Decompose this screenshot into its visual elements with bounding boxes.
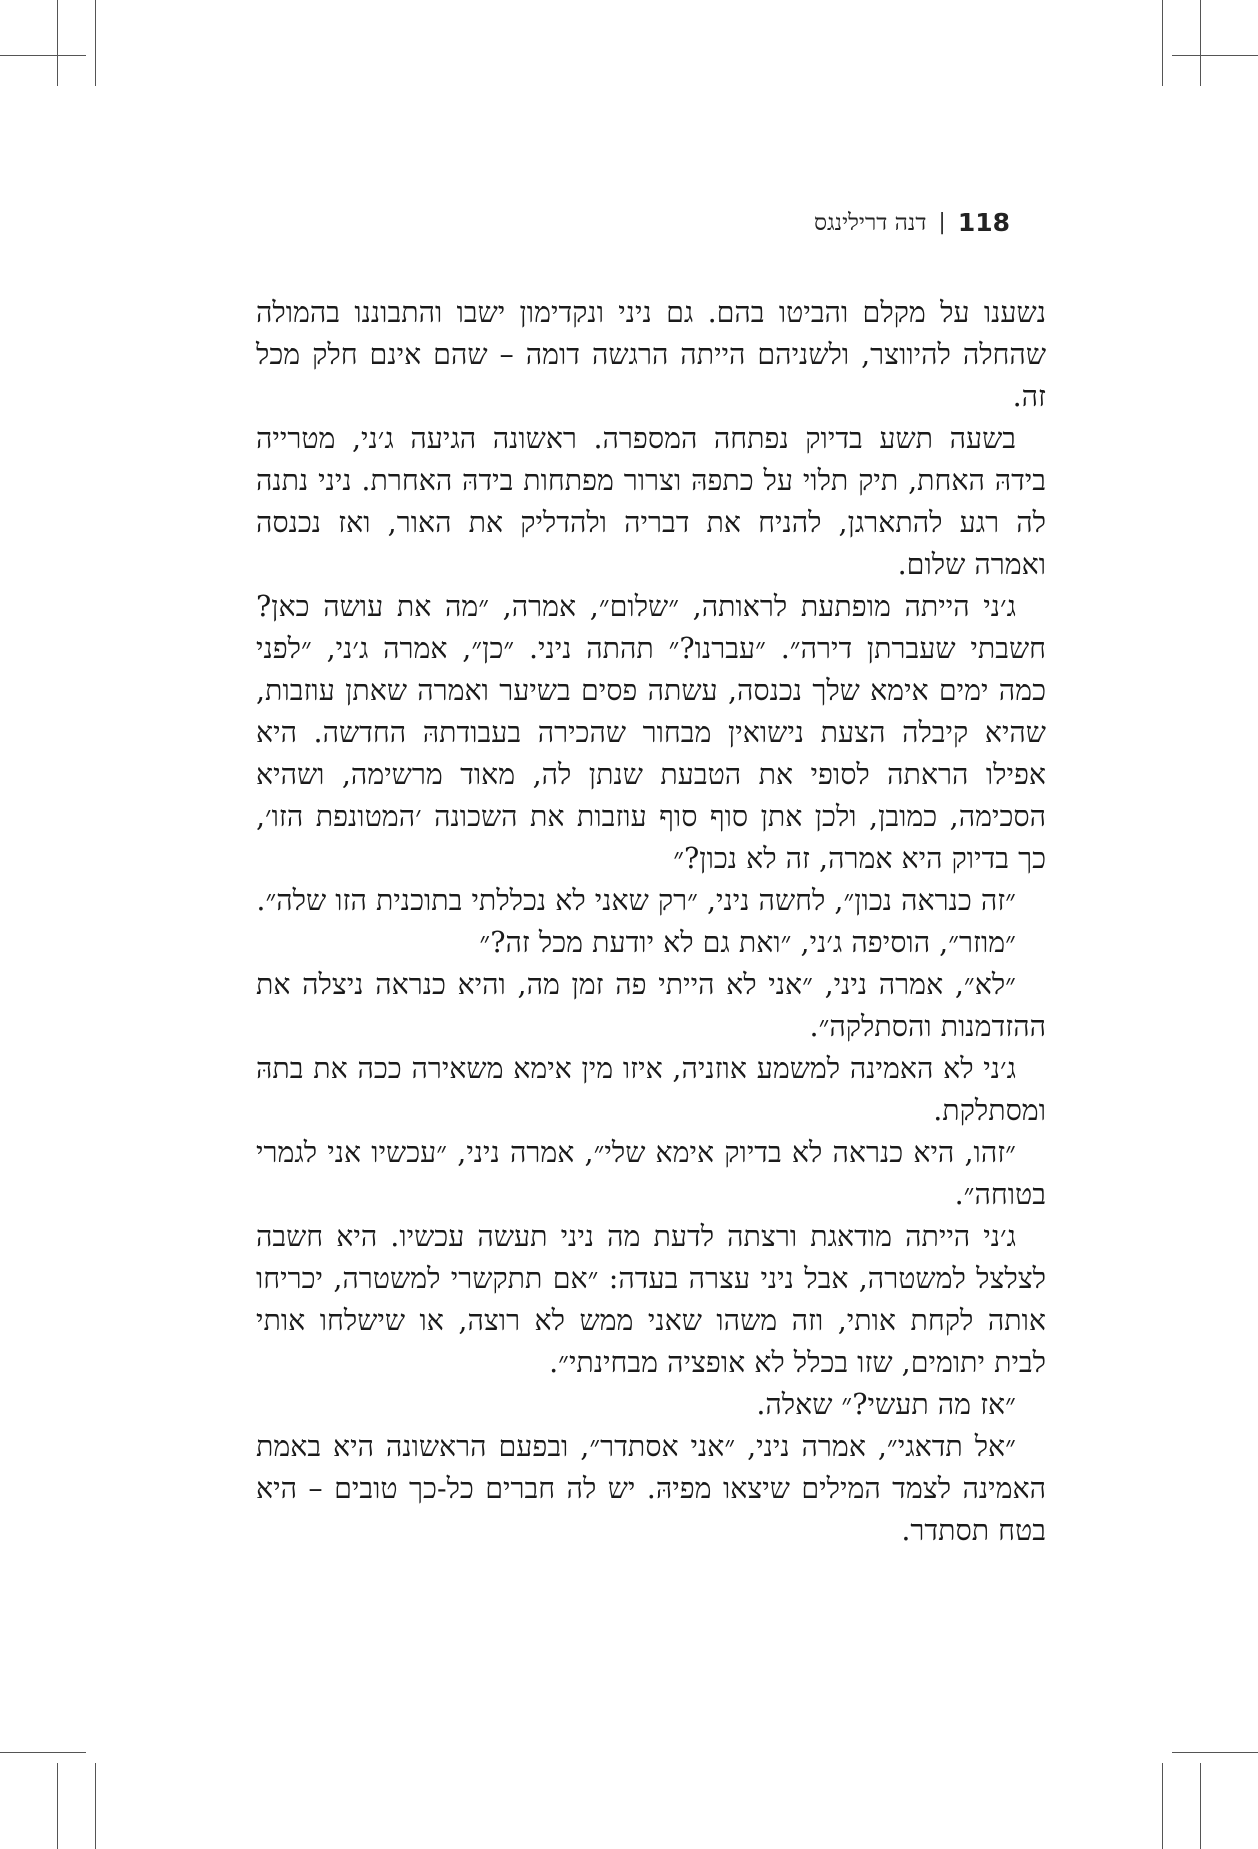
paragraph: ״מוזר״, הוסיפה ג׳ני, ״ואת גם לא יודעת מכל זה?״ (479, 926, 1016, 959)
running-title: דנה דרילינגס (813, 209, 927, 236)
crop-mark (1162, 1763, 1163, 1849)
crop-mark (95, 1763, 96, 1849)
paragraph: ג׳ני הייתה מודאגת ורצתה לדעת מה ניני תעשה עכשיו. היא חשבה לצלצל למשטרה, אבל ניני עצרה בעדה: ״אם תתקשרי למשטרה, יכריחו אותה לקחת אותי, וזה משהו שאני ממש לא רוצה, או שישלחו אותי לבית יתומים, שזו בכלל לא אופציה מבחינתי״. (256, 1220, 1046, 1379)
crop-mark (1172, 55, 1258, 56)
crop-mark (57, 0, 58, 86)
paragraph: נשענו על מקלם והביטו בהם. גם ניני ונקדימון ישבו והתבוננו בהמולה שהחלה להיווצר, ולשניהם הייתה הרגשה דומה – שהם אינם חלק מכל זה. (256, 296, 1046, 413)
crop-mark (0, 55, 86, 56)
crop-mark (1200, 0, 1201, 86)
paragraph: ג׳ני הייתה מופתעת לראותה, ״שלום״, אמרה, ״מה את עושה כאן? חשבתי שעברתן דירה״. ״עברנו?״ תהתה ניני. ״כן״, אמרה ג׳ני, ״לפני כמה ימים אימא שלך נכנסה, עשתה פסים בשיער ואמרה שאתן עוזבות, שהיא קיבלה הצעת נישואין מבחור שהכירה בעבודתהּ החדשה. היא אפילו הראתה לסופי את הטבעת שנתן לה, מאוד מרשימה, ושהיא הסכימה, כמובן, ולכן אתן סוף סוף עוזבות את השכונה ׳המטונפת הזו׳, כך בדיוק היא אמרה, זה לא נכון?״ (256, 590, 1046, 875)
body-text (256, 292, 1046, 1552)
crop-mark (1162, 0, 1163, 86)
header-separator: | (938, 210, 946, 235)
paragraph: בשעה תשע בדיוק נפתחה המספרה. ראשונה הגיעה ג׳ני, מטרייה בידהּ האחת, תיק תלוי על כתפהּ וצרור מפתחות בידהּ האחרת. ניני נתנה לה רגע להתארגן, להניח את דבריה ולהדליק את האור, ואז נכנסה ואמרה שלום. (256, 422, 1046, 581)
running-header (814, 208, 1010, 237)
crop-mark (57, 1763, 58, 1849)
paragraph: ״אל תדאגי״, אמרה ניני, ״אני אסתדר״, ובפעם הראשונה היא באמת האמינה לצמד המילים שיצאו מפיהּ. יש לה חברים כל-כך טובים – היא בטח תסתדר. (256, 1430, 1046, 1547)
paragraph: ג׳ני לא האמינה למשמע אוזניה, איזו מין אימא משאירה ככה את בתהּ ומסתלקת. (256, 1052, 1046, 1127)
page-number: 118 (957, 208, 1010, 237)
paragraph: ״זה כנראה נכון״, לחשה ניני, ״רק שאני לא נכללתי בתוכנית הזו שלה״. (256, 884, 1016, 917)
paragraph: ״אז מה תעשי?״ שאלה. (756, 1388, 1016, 1421)
paragraph: ״זהו, היא כנראה לא בדיוק אימא שלי״, אמרה ניני, ״עכשיו אני לגמרי בטוחה״. (256, 1136, 1046, 1211)
crop-mark (95, 0, 96, 86)
crop-mark (1200, 1763, 1201, 1849)
crop-mark (0, 1752, 86, 1753)
crop-mark (1172, 1752, 1258, 1753)
paragraph: ״לא״, אמרה ניני, ״אני לא הייתי פה זמן מה, והיא כנראה ניצלה את ההזדמנות והסתלקה״. (256, 968, 1046, 1043)
